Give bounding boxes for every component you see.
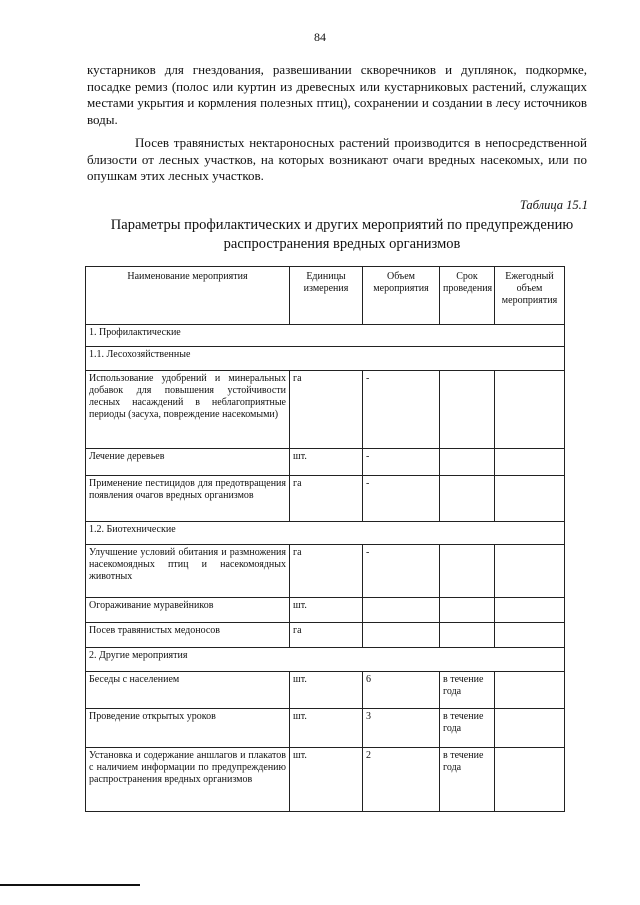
footnote-rule [0, 884, 140, 886]
table-row [86, 476, 565, 522]
row-unit: шт. [290, 709, 363, 748]
section-forestry: 1.1. Лесохозяйственные [86, 347, 565, 371]
paragraph-continuation: кустарников для гнездования, развешивании скворечников и дуплянок, подкормке, посадке ремиз (полос или куртин из древесных или кустарниковых растений, служащих местами укрытия и кормления полезных птиц), сохранении и создании в лесу источников воды. [87, 62, 587, 127]
row-term [440, 598, 495, 623]
row-term [440, 623, 495, 648]
row-annual [495, 672, 565, 709]
row-annual [495, 748, 565, 812]
row-name: Использование удобрений и минеральных добавок для повышения устойчивости лесных насаждений в неблагоприятные периоды (засуха, повреждение насекомыми) [86, 371, 290, 449]
row-name: Беседы с населением [86, 672, 290, 709]
row-unit: га [290, 476, 363, 522]
row-volume [363, 623, 440, 648]
table-row [86, 545, 565, 598]
row-term: в течение года [440, 748, 495, 812]
table-row [86, 748, 565, 812]
row-volume [363, 598, 440, 623]
row-annual [495, 623, 565, 648]
header-unit: Единицы измерения [290, 267, 363, 325]
table-row [86, 371, 565, 449]
page-number: 84 [314, 30, 326, 44]
row-volume: - [363, 476, 440, 522]
row-unit: га [290, 371, 363, 449]
row-name: Лечение деревьев [86, 449, 290, 476]
row-term: в течение года [440, 709, 495, 748]
row-unit: шт. [290, 748, 363, 812]
header-name: Наименование мероприятия [86, 267, 290, 325]
row-annual [495, 709, 565, 748]
section-other: 2. Другие мероприятия [86, 648, 565, 672]
row-volume: 2 [363, 748, 440, 812]
row-annual [495, 449, 565, 476]
row-unit: га [290, 545, 363, 598]
row-annual [495, 545, 565, 598]
section-row [86, 522, 565, 545]
row-unit: шт. [290, 672, 363, 709]
row-name: Огораживание муравейников [86, 598, 290, 623]
header-term: Срок проведения [440, 267, 495, 325]
paragraph-nectar-plants: Посев травянистых нектароносных растений производится в непосредственной близости от лесных участков, на которых возникают очаги вредных насекомых, или по опушкам этих лесных участков. [87, 135, 587, 183]
table-row [86, 672, 565, 709]
row-volume: 3 [363, 709, 440, 748]
table-row [86, 623, 565, 648]
row-term [440, 476, 495, 522]
row-unit: га [290, 623, 363, 648]
row-term [440, 545, 495, 598]
row-annual [495, 476, 565, 522]
row-name: Установка и содержание аншлагов и плакатов с наличием информации по предупреждению распространения вредных организмов [86, 748, 290, 812]
row-unit: шт. [290, 449, 363, 476]
table-row [86, 709, 565, 748]
row-annual [495, 598, 565, 623]
section-row [86, 347, 565, 371]
row-term [440, 449, 495, 476]
row-name: Применение пестицидов для предотвращения появления очагов вредных организмов [86, 476, 290, 522]
header-annual: Ежегодный объем мероприятия [495, 267, 565, 325]
section-preventive: 1. Профилактические [86, 325, 565, 347]
section-biotechnical: 1.2. Биотехнические [86, 522, 565, 545]
row-volume: - [363, 371, 440, 449]
row-unit: шт. [290, 598, 363, 623]
row-volume: - [363, 545, 440, 598]
table-label: Таблица 15.1 [519, 198, 588, 212]
row-annual [495, 371, 565, 449]
row-name: Посев травянистых медоносов [86, 623, 290, 648]
table-caption: Параметры профилактических и других мероприятий по предупреждению распространения вредных организмов [110, 217, 574, 252]
header-volume: Объем мероприятия [363, 267, 440, 325]
row-volume: 6 [363, 672, 440, 709]
row-name: Улучшение условий обитания и размножения насекомоядных птиц и насекомоядных животных [86, 545, 290, 598]
table-row [86, 598, 565, 623]
section-row [86, 648, 565, 672]
measures-table [85, 266, 565, 812]
section-row [86, 325, 565, 347]
row-term: в течение года [440, 672, 495, 709]
table-header-row [86, 267, 565, 325]
table-row [86, 449, 565, 476]
row-name: Проведение открытых уроков [86, 709, 290, 748]
row-volume: - [363, 449, 440, 476]
row-term [440, 371, 495, 449]
